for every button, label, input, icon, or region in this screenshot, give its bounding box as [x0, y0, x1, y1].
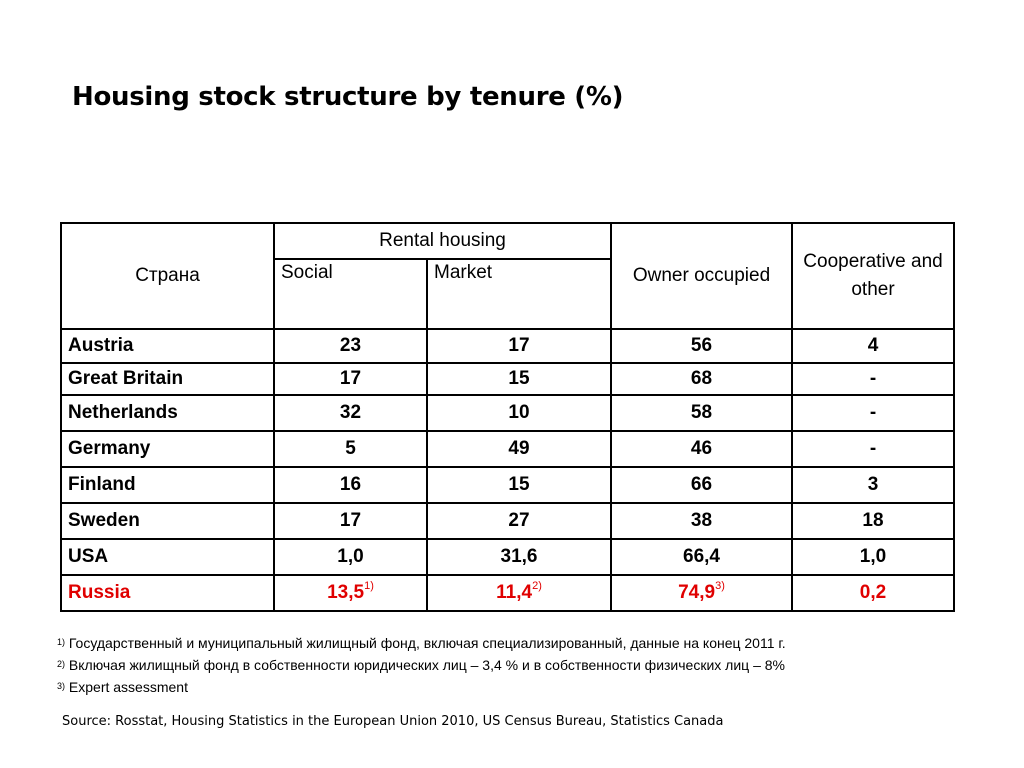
footnote-mark: 3): [57, 681, 66, 691]
social-cell: 17: [274, 503, 427, 539]
footnote: [57, 632, 786, 654]
owner-cell: [611, 575, 792, 611]
country-cell: Finland: [61, 467, 274, 503]
country-cell: Netherlands: [61, 395, 274, 431]
footnote: [57, 676, 786, 698]
tenure-table: [60, 222, 955, 612]
social-cell: 32: [274, 395, 427, 431]
footnote-ref: 3): [715, 580, 725, 592]
country-cell: Sweden: [61, 503, 274, 539]
coop-cell: 18: [792, 503, 954, 539]
rental-housing-header: Rental housing: [274, 223, 611, 259]
owner-cell: 66,4: [611, 539, 792, 575]
owner-cell: 38: [611, 503, 792, 539]
coop-cell: -: [792, 395, 954, 431]
coop-cell: -: [792, 363, 954, 395]
social-cell: 1,0: [274, 539, 427, 575]
social-cell: 23: [274, 329, 427, 363]
social-cell: 5: [274, 431, 427, 467]
owner-cell: 56: [611, 329, 792, 363]
social-cell: 17: [274, 363, 427, 395]
social-value: 13,5: [327, 582, 365, 603]
social-cell: [274, 575, 427, 611]
owner-cell: 58: [611, 395, 792, 431]
market-cell: 17: [427, 329, 611, 363]
table-row-russia: [61, 575, 954, 611]
market-cell: 10: [427, 395, 611, 431]
country-header: Страна: [61, 223, 274, 329]
country-cell: Austria: [61, 329, 274, 363]
table-row: [61, 363, 954, 395]
country-cell: Russia: [61, 575, 274, 611]
coop-cell: 3: [792, 467, 954, 503]
country-cell: USA: [61, 539, 274, 575]
table-row: [61, 467, 954, 503]
owner-cell: 68: [611, 363, 792, 395]
footnotes: [57, 632, 786, 698]
cooperative-header: Cooperative and other: [792, 223, 954, 329]
table-row: [61, 503, 954, 539]
page-title: Housing stock structure by tenure (%): [72, 82, 624, 112]
market-cell: 15: [427, 363, 611, 395]
social-cell: 16: [274, 467, 427, 503]
table-row: [61, 539, 954, 575]
footnote: [57, 654, 786, 676]
footnote-text: Государственный и муниципальный жилищный фонд, включая специализированный, данные на конец 2011 г.: [68, 635, 786, 651]
table-row: [61, 395, 954, 431]
source-note: Source: Rosstat, Housing Statistics in the European Union 2010, US Census Bureau, Statistics Canada: [62, 714, 724, 729]
coop-cell: 4: [792, 329, 954, 363]
country-cell: Great Britain: [61, 363, 274, 395]
market-cell: 31,6: [427, 539, 611, 575]
owner-cell: 66: [611, 467, 792, 503]
table-row: [61, 329, 954, 363]
coop-cell: 1,0: [792, 539, 954, 575]
footnote-ref: 2): [532, 580, 542, 592]
table-row: [61, 431, 954, 467]
coop-cell: -: [792, 431, 954, 467]
market-value: 11,4: [496, 582, 533, 603]
header-row: [61, 223, 954, 259]
market-header: Market: [427, 259, 611, 329]
owner-cell: 46: [611, 431, 792, 467]
market-cell: [427, 575, 611, 611]
footnote-text: Expert assessment: [68, 679, 188, 695]
coop-cell: 0,2: [792, 575, 954, 611]
footnote-ref: 1): [364, 580, 374, 592]
footnote-mark: 2): [57, 659, 66, 669]
owner-value: 74,9: [678, 582, 716, 603]
market-cell: 49: [427, 431, 611, 467]
social-header: Social: [274, 259, 427, 329]
country-cell: Germany: [61, 431, 274, 467]
owner-occupied-header: Owner occupied: [611, 223, 792, 329]
footnote-text: Включая жилищный фонд в собственности юридических лиц – 3,4 % и в собственности физических лиц – 8%: [68, 657, 785, 673]
footnote-mark: 1): [57, 637, 66, 647]
market-cell: 15: [427, 467, 611, 503]
market-cell: 27: [427, 503, 611, 539]
